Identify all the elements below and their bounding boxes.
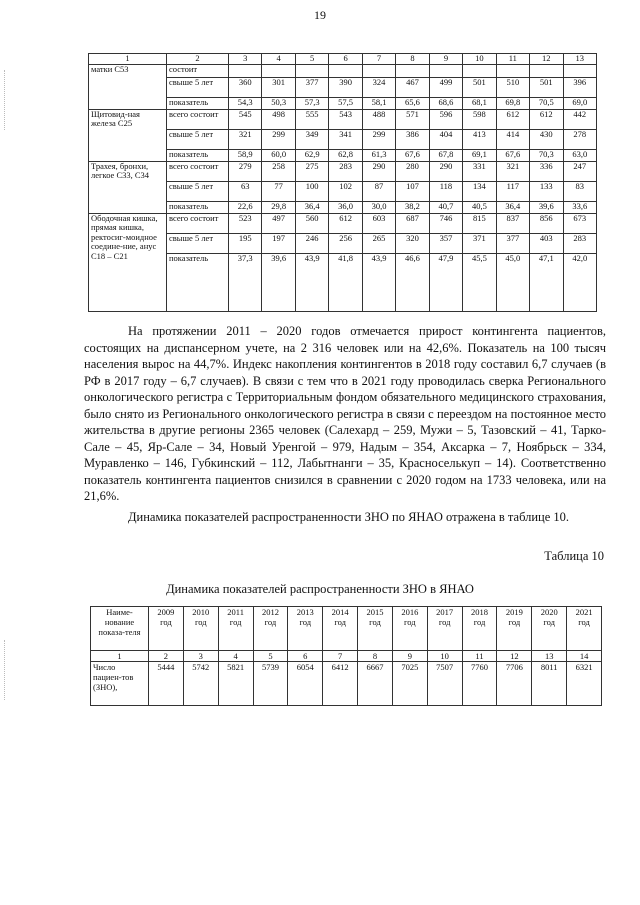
year-suffix: год bbox=[543, 617, 555, 627]
table-cell: 5444 bbox=[149, 662, 184, 706]
table-cell: 30,0 bbox=[362, 201, 395, 213]
year-header bbox=[497, 607, 532, 651]
table-cell: 501 bbox=[463, 77, 496, 97]
table-cell: 856 bbox=[530, 213, 563, 233]
table-cell: 70,5 bbox=[530, 97, 563, 109]
table-cell: 279 bbox=[229, 161, 262, 181]
column-number: 1 bbox=[91, 651, 149, 662]
table-cell bbox=[463, 64, 496, 77]
table-cell: 67,8 bbox=[429, 149, 462, 161]
table-cell bbox=[530, 64, 563, 77]
column-number: 6 bbox=[288, 651, 323, 662]
column-number: 13 bbox=[563, 54, 596, 65]
column-number: 4 bbox=[262, 54, 295, 65]
table-cell: 357 bbox=[429, 233, 462, 253]
table-cell: 57,5 bbox=[329, 97, 362, 109]
page-number: 19 bbox=[314, 8, 326, 22]
table-cell: 6412 bbox=[323, 662, 358, 706]
table-cell: 40,7 bbox=[429, 201, 462, 213]
table-cell: 195 bbox=[229, 233, 262, 253]
table-cell: 390 bbox=[329, 77, 362, 97]
year-header bbox=[462, 607, 497, 651]
indicator-label: всего состоит bbox=[167, 161, 229, 181]
year-suffix: год bbox=[369, 617, 381, 627]
table-cell: 107 bbox=[396, 181, 429, 201]
table-header-row bbox=[91, 607, 602, 651]
table-cell: 33,6 bbox=[563, 201, 596, 213]
cancer-site-label: матки С53 bbox=[89, 64, 167, 109]
indicator-label: свыше 5 лет bbox=[167, 77, 229, 97]
year-suffix: год bbox=[194, 617, 207, 627]
table-cell: 413 bbox=[463, 129, 496, 149]
table-row bbox=[89, 213, 597, 233]
table-header-row bbox=[89, 54, 597, 65]
table-cell: 5742 bbox=[183, 662, 218, 706]
table-cell: 278 bbox=[563, 129, 596, 149]
cancer-site-label: Ободочная кишка, прямая кишка, ректосиг-моидное соедине-ние, анус С18 – С21 bbox=[89, 213, 167, 311]
year-suffix: год bbox=[404, 617, 416, 627]
table-cell: 612 bbox=[496, 109, 529, 129]
year-value: 2021 bbox=[575, 607, 593, 617]
table-cell: 118 bbox=[429, 181, 462, 201]
column-number: 9 bbox=[429, 54, 462, 65]
column-number: 10 bbox=[463, 54, 496, 65]
table-cell: 54,3 bbox=[229, 97, 262, 109]
table-cell: 349 bbox=[295, 129, 328, 149]
year-header bbox=[149, 607, 184, 651]
table-title: Динамика показателей распространенности ЗНО в ЯНАО bbox=[166, 582, 474, 596]
year-value: 2016 bbox=[401, 607, 419, 617]
table-cell: 100 bbox=[295, 181, 328, 201]
table-cell: 134 bbox=[463, 181, 496, 201]
table-cell bbox=[496, 64, 529, 77]
year-suffix: год bbox=[438, 617, 451, 627]
table-cell: 341 bbox=[329, 129, 362, 149]
table-cell: 61,3 bbox=[362, 149, 395, 161]
table-cell: 29,8 bbox=[262, 201, 295, 213]
table-cell bbox=[229, 64, 262, 77]
table-cell: 47,1 bbox=[530, 253, 563, 311]
table-cell bbox=[295, 64, 328, 77]
table-cell: 265 bbox=[362, 233, 395, 253]
year-suffix: год bbox=[334, 617, 346, 627]
table-cell: 280 bbox=[396, 161, 429, 181]
column-number: 10 bbox=[427, 651, 462, 662]
year-header bbox=[532, 607, 567, 651]
table-cell: 83 bbox=[563, 181, 596, 201]
table-cell: 60,0 bbox=[262, 149, 295, 161]
prevalence-dynamics-table bbox=[90, 606, 602, 706]
table-cell: 320 bbox=[396, 233, 429, 253]
year-value: 2014 bbox=[331, 607, 349, 617]
table-cell: 69,0 bbox=[563, 97, 596, 109]
table-cell: 6321 bbox=[567, 662, 602, 706]
table-cell: 102 bbox=[329, 181, 362, 201]
table-cell: 837 bbox=[496, 213, 529, 233]
table-cell: 36,4 bbox=[496, 201, 529, 213]
scan-edge-mark bbox=[4, 640, 5, 700]
column-number: 8 bbox=[358, 651, 393, 662]
table-cell: 488 bbox=[362, 109, 395, 129]
table-cell: 499 bbox=[429, 77, 462, 97]
table-cell: 133 bbox=[530, 181, 563, 201]
table-cell: 560 bbox=[295, 213, 328, 233]
table-cell bbox=[362, 64, 395, 77]
table-cell: 246 bbox=[295, 233, 328, 253]
year-header bbox=[253, 607, 288, 651]
cancer-contingent-table bbox=[88, 53, 597, 312]
table-cell: 283 bbox=[329, 161, 362, 181]
table-row bbox=[89, 161, 597, 181]
table-cell bbox=[329, 64, 362, 77]
table-cell bbox=[429, 64, 462, 77]
table-cell: 603 bbox=[362, 213, 395, 233]
year-header bbox=[218, 607, 253, 651]
table-cell: 42,0 bbox=[563, 253, 596, 311]
table-cell: 77 bbox=[262, 181, 295, 201]
table-cell: 275 bbox=[295, 161, 328, 181]
table-cell: 36,4 bbox=[295, 201, 328, 213]
table-cell: 65,6 bbox=[396, 97, 429, 109]
year-suffix: год bbox=[264, 617, 277, 627]
table-cell: 598 bbox=[463, 109, 496, 129]
table-cell: 69,1 bbox=[463, 149, 496, 161]
column-number: 1 bbox=[89, 54, 167, 65]
table-cell: 5739 bbox=[253, 662, 288, 706]
table-cell: 404 bbox=[429, 129, 462, 149]
table-cell: 46,6 bbox=[396, 253, 429, 311]
table-cell: 555 bbox=[295, 109, 328, 129]
table-cell: 39,6 bbox=[262, 253, 295, 311]
table-cell: 70,3 bbox=[530, 149, 563, 161]
year-header bbox=[392, 607, 427, 651]
table-cell: 7706 bbox=[497, 662, 532, 706]
table-cell: 36,0 bbox=[329, 201, 362, 213]
table-cell: 377 bbox=[496, 233, 529, 253]
table-cell: 815 bbox=[463, 213, 496, 233]
table-cell: 290 bbox=[362, 161, 395, 181]
table-cell: 256 bbox=[329, 233, 362, 253]
year-value: 2013 bbox=[296, 607, 314, 617]
year-header bbox=[358, 607, 393, 651]
table-cell: 301 bbox=[262, 77, 295, 97]
table-cell: 62,9 bbox=[295, 149, 328, 161]
table-cell: 8011 bbox=[532, 662, 567, 706]
column-number: 3 bbox=[229, 54, 262, 65]
year-header bbox=[427, 607, 462, 651]
table-cell: 39,6 bbox=[530, 201, 563, 213]
table-cell: 5821 bbox=[218, 662, 253, 706]
table-cell: 6054 bbox=[288, 662, 323, 706]
column-number: 11 bbox=[496, 54, 529, 65]
indicator-label: всего состоит bbox=[167, 213, 229, 233]
indicator-label: показатель bbox=[167, 149, 229, 161]
year-value: 2020 bbox=[540, 607, 558, 617]
table-cell: 258 bbox=[262, 161, 295, 181]
column-number: 2 bbox=[167, 54, 229, 65]
year-value: 2018 bbox=[471, 607, 489, 617]
column-number: 6 bbox=[329, 54, 362, 65]
year-header bbox=[323, 607, 358, 651]
table-cell: 571 bbox=[396, 109, 429, 129]
table-cell: 687 bbox=[396, 213, 429, 233]
table-cell: 38,2 bbox=[396, 201, 429, 213]
table-cell: 414 bbox=[496, 129, 529, 149]
table-cell: 545 bbox=[229, 109, 262, 129]
table-cell: 7760 bbox=[462, 662, 497, 706]
table-cell: 283 bbox=[563, 233, 596, 253]
table-cell: 6667 bbox=[358, 662, 393, 706]
table-cell: 430 bbox=[530, 129, 563, 149]
table-cell: 47,9 bbox=[429, 253, 462, 311]
year-header bbox=[567, 607, 602, 651]
year-header bbox=[288, 607, 323, 651]
paragraph-contingent-growth: На протяжении 2011 – 2020 годов отмечается прирост контингента пациентов, состоящих на диспансерном учете, на 2 316 человек или на 42,6%. Показатель на 100 тысяч населения вырос на 44,7%. Индекс накопления контингентов в 2018 году составил 6,7 случаев (в РФ в 2017 году – 6,7 случаев). В связи с тем что в 2021 году проводилась сверка Регионального онкологического регистра с Территориальным фондом обязательного медицинского страхования, было снято из Регионального онкологического регистра в связи с переездом на постоянное место жительства в другие регионы 2365 человек (Салехард – 259, Мужи – 5, Тазовский – 41, Тарко-Сале – 45, Яр-Сале – 34, Новый Уренгой – 979, Надым – 354, Аксарка – 7, Ноябрьск – 334, Муравленко – 146, Губкинский – 112, Лабытнанги – 35, Красноселькуп – 14). Соответственно показатель контингента пациентов снизился в сравнении с 2020 годом на 1733 человека, или на 21,6%. bbox=[84, 324, 606, 503]
table-cell: 673 bbox=[563, 213, 596, 233]
table-cell: 63 bbox=[229, 181, 262, 201]
column-number: 4 bbox=[218, 651, 253, 662]
table-row bbox=[89, 109, 597, 129]
indicator-label: показатель bbox=[167, 201, 229, 213]
cancer-site-label: Щитовид-ная железа С25 bbox=[89, 109, 167, 161]
column-number: 9 bbox=[392, 651, 427, 662]
table-cell: 67,6 bbox=[496, 149, 529, 161]
table-cell: 45,0 bbox=[496, 253, 529, 311]
table-cell: 596 bbox=[429, 109, 462, 129]
table-cell: 467 bbox=[396, 77, 429, 97]
year-suffix: год bbox=[299, 617, 312, 627]
column-number: 14 bbox=[567, 651, 602, 662]
table-cell: 247 bbox=[563, 161, 596, 181]
cancer-site-label: Трахея, бронхи, легкое С33, С34 bbox=[89, 161, 167, 213]
year-value: 2009 bbox=[157, 607, 175, 617]
table-cell: 360 bbox=[229, 77, 262, 97]
table-cell: 197 bbox=[262, 233, 295, 253]
year-value: 2019 bbox=[505, 607, 523, 617]
table-cell: 510 bbox=[496, 77, 529, 97]
table-cell: 45,5 bbox=[463, 253, 496, 311]
table-cell: 62,8 bbox=[329, 149, 362, 161]
table-cell: 87 bbox=[362, 181, 395, 201]
table-cell: 612 bbox=[530, 109, 563, 129]
table-cell: 68,6 bbox=[429, 97, 462, 109]
column-number: 5 bbox=[295, 54, 328, 65]
table-cell: 69,8 bbox=[496, 97, 529, 109]
table-cell: 37,3 bbox=[229, 253, 262, 311]
table-cell: 501 bbox=[530, 77, 563, 97]
table-cell: 321 bbox=[496, 161, 529, 181]
indicator-label: свыше 5 лет bbox=[167, 129, 229, 149]
table-cell: 43,9 bbox=[362, 253, 395, 311]
table-cell: 331 bbox=[463, 161, 496, 181]
scan-edge-mark bbox=[4, 70, 5, 130]
year-value: 2010 bbox=[192, 607, 210, 617]
table-cell: 7025 bbox=[392, 662, 427, 706]
table-cell: 299 bbox=[262, 129, 295, 149]
year-suffix: год bbox=[160, 617, 172, 627]
table-cell: 523 bbox=[229, 213, 262, 233]
table-row bbox=[89, 64, 597, 77]
year-value: 2015 bbox=[366, 607, 384, 617]
table-cell: 57,3 bbox=[295, 97, 328, 109]
table-cell: 612 bbox=[329, 213, 362, 233]
indicator-label: показатель bbox=[167, 97, 229, 109]
table-cell: 63,0 bbox=[563, 149, 596, 161]
table-cell bbox=[396, 64, 429, 77]
table-cell: 117 bbox=[496, 181, 529, 201]
table-cell: 498 bbox=[262, 109, 295, 129]
year-suffix: год bbox=[473, 617, 486, 627]
table-cell: 746 bbox=[429, 213, 462, 233]
column-number: 12 bbox=[530, 54, 563, 65]
table-cell: 442 bbox=[563, 109, 596, 129]
table-cell: 7507 bbox=[427, 662, 462, 706]
table-cell: 396 bbox=[563, 77, 596, 97]
year-value: 2012 bbox=[261, 607, 279, 617]
table-cell: 67,6 bbox=[396, 149, 429, 161]
column-number: 12 bbox=[497, 651, 532, 662]
table-cell: 497 bbox=[262, 213, 295, 233]
column-number: 13 bbox=[532, 651, 567, 662]
column-number: 8 bbox=[396, 54, 429, 65]
indicator-label: свыше 5 лет bbox=[167, 181, 229, 201]
year-suffix: год bbox=[229, 617, 242, 627]
indicator-label: Число пациен-тов (ЗНО), bbox=[91, 662, 149, 706]
table-cell: 22,6 bbox=[229, 201, 262, 213]
column-number-row bbox=[91, 651, 602, 662]
column-number: 11 bbox=[462, 651, 497, 662]
column-number: 3 bbox=[183, 651, 218, 662]
indicator-label: всего состоит bbox=[167, 109, 229, 129]
year-header bbox=[183, 607, 218, 651]
year-value: 2017 bbox=[436, 607, 454, 617]
table-cell: 41,8 bbox=[329, 253, 362, 311]
table-cell: 299 bbox=[362, 129, 395, 149]
table-cell: 386 bbox=[396, 129, 429, 149]
table-cell: 290 bbox=[429, 161, 462, 181]
table-cell: 336 bbox=[530, 161, 563, 181]
table-cell: 371 bbox=[463, 233, 496, 253]
indicator-header: Наиме-нование показа-теля bbox=[91, 607, 149, 651]
table-cell: 58,1 bbox=[362, 97, 395, 109]
table-cell: 377 bbox=[295, 77, 328, 97]
table-cell: 403 bbox=[530, 233, 563, 253]
table-row bbox=[91, 662, 602, 706]
table-cell: 324 bbox=[362, 77, 395, 97]
table-label: Таблица 10 bbox=[544, 549, 604, 563]
table-cell: 40,5 bbox=[463, 201, 496, 213]
table-cell: 43,9 bbox=[295, 253, 328, 311]
table-cell: 58,9 bbox=[229, 149, 262, 161]
table-cell: 321 bbox=[229, 129, 262, 149]
column-number: 7 bbox=[323, 651, 358, 662]
table-cell bbox=[262, 64, 295, 77]
table-cell: 543 bbox=[329, 109, 362, 129]
indicator-label: свыше 5 лет bbox=[167, 233, 229, 253]
column-number: 2 bbox=[149, 651, 184, 662]
column-number: 5 bbox=[253, 651, 288, 662]
indicator-label: состоит bbox=[167, 64, 229, 77]
paragraph-table-reference: Динамика показателей распространенности ЗНО по ЯНАО отражена в таблице 10. bbox=[128, 510, 570, 524]
indicator-label: показатель bbox=[167, 253, 229, 311]
table-cell: 68,1 bbox=[463, 97, 496, 109]
year-suffix: год bbox=[508, 617, 521, 627]
column-number: 7 bbox=[362, 54, 395, 65]
year-suffix: год bbox=[578, 617, 590, 627]
table-cell bbox=[563, 64, 596, 77]
year-value: 2011 bbox=[227, 607, 244, 617]
table-cell: 50,3 bbox=[262, 97, 295, 109]
